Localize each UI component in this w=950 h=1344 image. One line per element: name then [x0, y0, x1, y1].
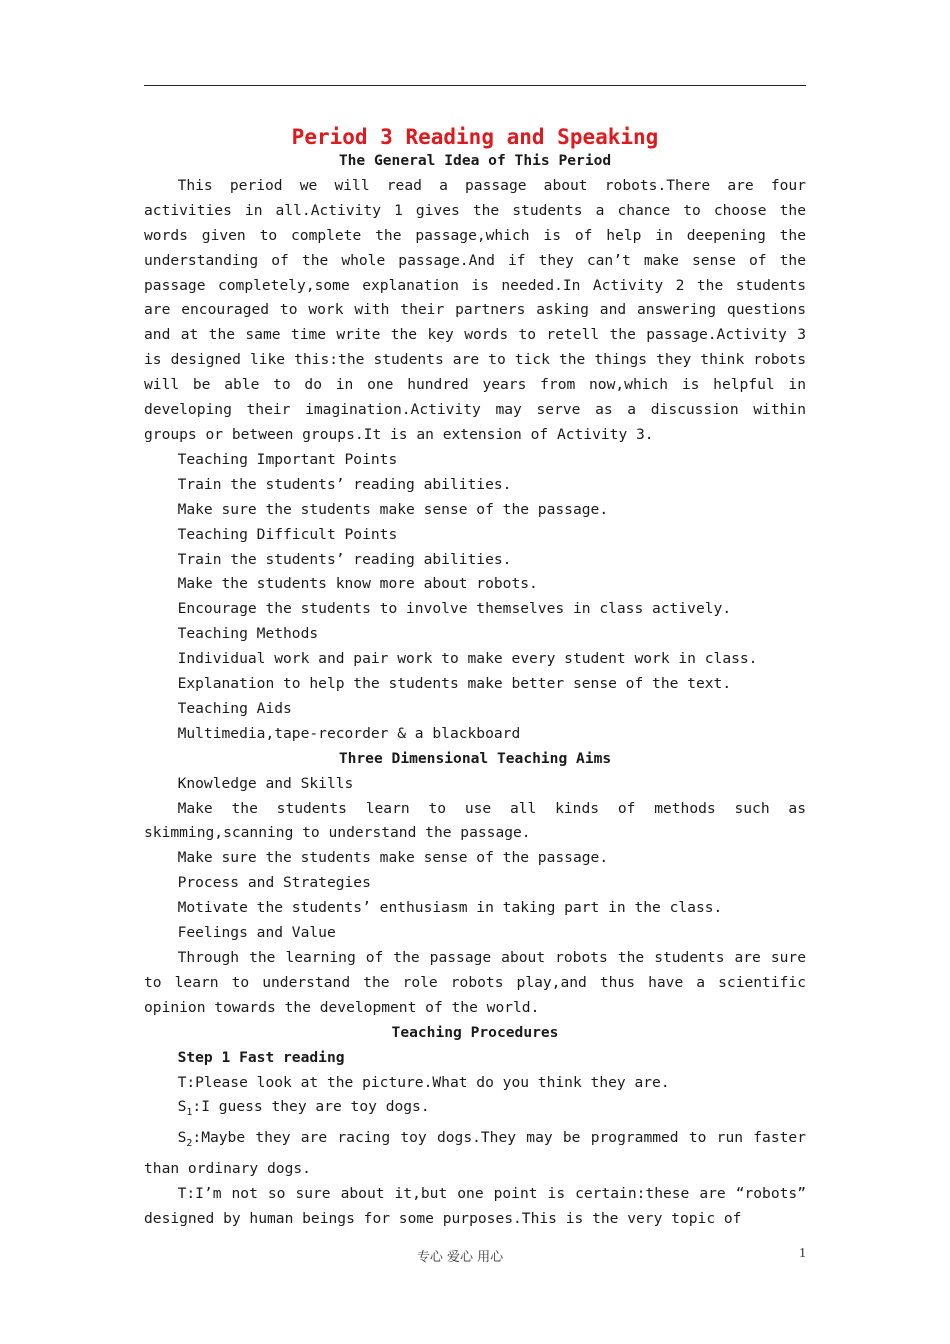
step-heading: Step 1 Fast reading	[177, 1048, 345, 1066]
text-line: Make sure the students make sense of the passage.	[177, 500, 609, 518]
speaker-label: S	[177, 1098, 187, 1116]
subheading-process: Process and Strategies	[177, 874, 371, 892]
intro-paragraph: This period we will read a passage about robots.There are four activities in all.Activity 1 gives the students a chance to choose the words given to complete the passage,which is of help in deepening the understanding of the whole passage.And if they can’t make sense of the passage completely,some explanation is needed.In Activity 2 the students are encouraged to work with their partners asking and answering questions and at the same time write the key words to retell the passage.Activity 3 is designed like this:the students are to tick the things they think robots will be able to do in one hundred years from now,which is helpful in developing their imagination.Activity may serve as a discussion within groups or between groups.It is an extension of Activity 3.	[144, 176, 806, 443]
header-rule	[144, 85, 806, 86]
speaker-label: S	[177, 1129, 187, 1147]
dialogue-teacher-line: T:I’m not so sure about it,but one point is certain:these are “robots” designed by human beings for some purposes.This is the very topic of	[144, 1184, 806, 1227]
text-line: Teaching Important Points	[177, 450, 398, 468]
page-footer	[0, 1246, 950, 1268]
document-body	[144, 149, 806, 1232]
section-heading-aims: Three Dimensional Teaching Aims	[338, 749, 612, 767]
text-line: Motivate the students’ enthusiasm in taking part in the class.	[177, 899, 723, 917]
text-line: Encourage the students to involve themselves in class actively.	[177, 600, 732, 618]
dialogue-text: :Maybe they are racing toy dogs.They may be programmed to run faster than ordinary dogs.	[144, 1129, 806, 1178]
subheading-feelings: Feelings and Value	[177, 924, 336, 942]
text-line: Individual work and pair work to make every student work in class.	[177, 650, 758, 668]
text-line: Teaching Aids	[177, 699, 292, 717]
text-line: Make the students know more about robots.	[177, 575, 538, 593]
subheading-knowledge: Knowledge and Skills	[177, 774, 354, 792]
text-line: Train the students’ reading abilities.	[177, 550, 512, 568]
speaker-index: 1	[186, 1107, 193, 1119]
dialogue-text: :I guess they are toy dogs.	[192, 1098, 430, 1116]
text-line: Teaching Difficult Points	[177, 525, 398, 543]
text-line: Train the students’ reading abilities.	[177, 475, 512, 493]
feelings-paragraph: Through the learning of the passage about robots the students are sure to learn to understand the role robots play,and thus have a scientific opinion towards the development of the world.	[144, 949, 806, 1016]
text-line: Explanation to help the students make better sense of the text.	[177, 675, 732, 693]
knowledge-paragraph: Make the students learn to use all kinds of methods such as skimming,scanning to understand the passage.	[144, 799, 806, 842]
dialogue-teacher-line: T:Please look at the picture.What do you think they are.	[177, 1073, 670, 1091]
section-heading-procedures: Teaching Procedures	[391, 1023, 559, 1041]
page-title: Period 3 Reading and Speaking	[291, 125, 659, 149]
dialogue-student-1	[144, 1095, 806, 1126]
text-line: Teaching Methods	[177, 625, 319, 643]
page-number: 1	[799, 1246, 806, 1261]
dialogue-student-2	[144, 1126, 806, 1182]
text-line: Make sure the students make sense of the passage.	[177, 849, 609, 867]
text-line: Multimedia,tape-recorder & a blackboard	[177, 724, 521, 742]
footer-motto: 专心 爱心 用心	[416, 1250, 504, 1265]
section-heading-general-idea: The General Idea of This Period	[338, 152, 612, 169]
speaker-index: 2	[186, 1138, 193, 1150]
